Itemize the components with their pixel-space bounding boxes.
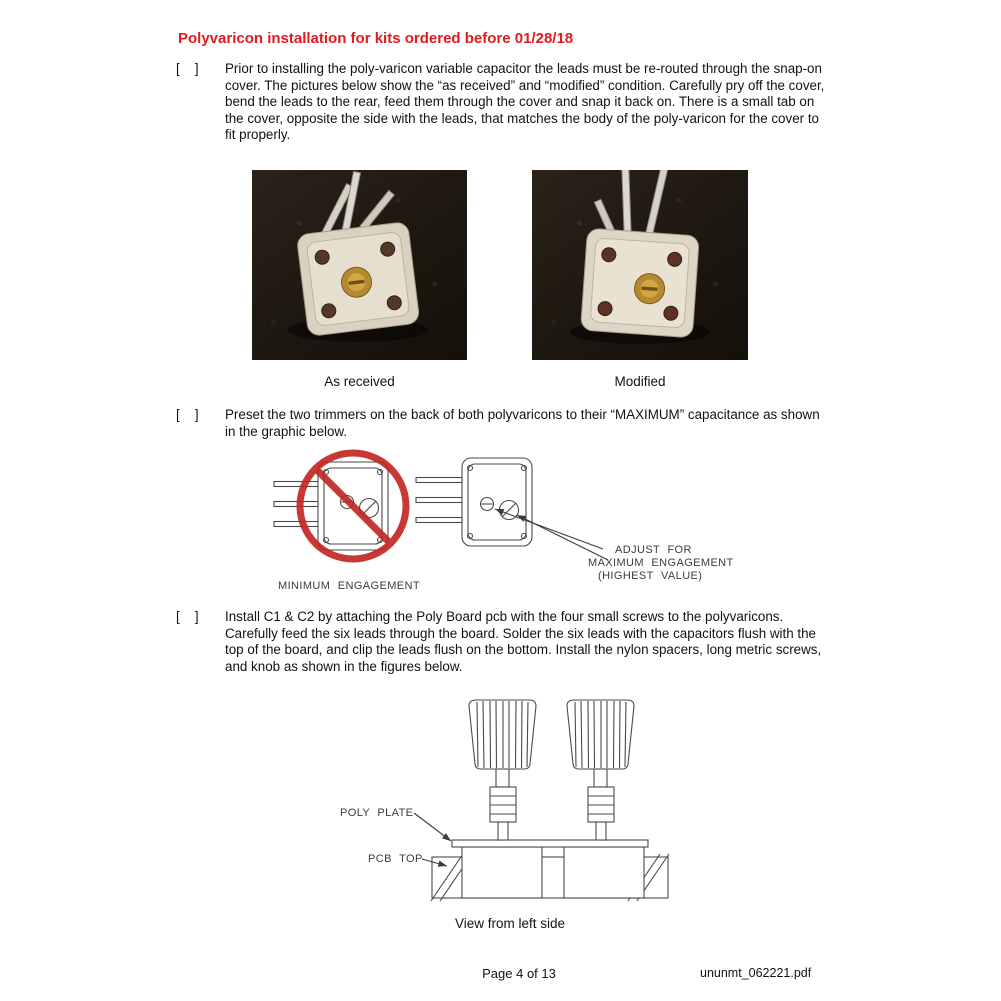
polyvaricon-minimum-drawing bbox=[274, 462, 388, 550]
page-title: Polyvaricon installation for kits ordered before 01/28/18 bbox=[178, 30, 574, 47]
knob-right-drawing bbox=[567, 700, 634, 840]
trimmer-setting-diagram bbox=[258, 450, 740, 600]
capacitor-leads bbox=[592, 170, 670, 239]
photo-caption-as-received: As received bbox=[324, 374, 395, 389]
step-3 bbox=[176, 609, 825, 675]
minimum-engagement-label: MINIMUM ENGAGEMENT bbox=[278, 580, 420, 592]
step-1-text: Prior to installing the poly-varicon variable capacitor the leads must be re-routed through the snap-on cover. The pictures below show the “as received” and “modified” condition. Carefully pry off the cover, bend the leads to the rear, feed them through the cover and snap it back on. There is a small tab on the cover, opposite the side with the leads, that matches the body of the poly-varicon for the cover to fit properly. bbox=[225, 61, 825, 143]
highest-value-label: (HIGHEST VALUE) bbox=[598, 570, 703, 582]
knob-left-drawing bbox=[469, 700, 536, 840]
polyvaricon-as-received-illustration bbox=[252, 170, 467, 360]
photo-modified bbox=[532, 170, 748, 360]
step-1 bbox=[176, 61, 825, 144]
checkbox: [ ] bbox=[176, 407, 200, 422]
footer-page-number: Page 4 of 13 bbox=[482, 966, 556, 981]
step-3-text: Install C1 & C2 by attaching the Poly Board pcb with the four small screws to the polyvaricons. Carefully feed the six leads through the board. Solder the six leads with the capacitors flush with the top of the board, and clip the leads flush on the bottom. Install the nylon spacers, long metric screws, and knob as shown in the figures below. bbox=[225, 609, 822, 674]
pcb-top-leader bbox=[422, 859, 447, 866]
maximum-engagement-label: MAXIMUM ENGAGEMENT bbox=[588, 557, 734, 569]
capacitor-body-group bbox=[289, 170, 419, 336]
polyvaricon-modified-illustration bbox=[532, 170, 748, 360]
step-2 bbox=[176, 407, 825, 440]
checkbox: [ ] bbox=[176, 61, 200, 76]
poly-plate-label: POLY PLATE bbox=[340, 807, 414, 819]
assembly-side-view-diagram bbox=[330, 690, 690, 920]
photo-as-received bbox=[252, 170, 467, 360]
adjust-for-label: ADJUST FOR bbox=[615, 544, 692, 556]
photo-caption-modified: Modified bbox=[614, 374, 666, 389]
poly-plate-leader bbox=[414, 813, 451, 841]
footer-filename: ununmt_062221.pdf bbox=[700, 966, 812, 980]
polyvaricon-maximum-drawing bbox=[416, 458, 532, 546]
capacitor-body-group bbox=[581, 170, 705, 338]
polyvaricon-right-body bbox=[564, 847, 644, 898]
step-2-text: Preset the two trimmers on the back of both polyvaricons to their “MAXIMUM” capacitance as shown in the graphic below. bbox=[225, 407, 820, 439]
pcb-top-label: PCB TOP bbox=[368, 853, 423, 865]
poly-plate-drawing bbox=[452, 840, 648, 847]
checkbox: [ ] bbox=[176, 609, 200, 624]
polyvaricon-left-body bbox=[462, 847, 542, 898]
assembly-caption: View from left side bbox=[454, 916, 566, 931]
